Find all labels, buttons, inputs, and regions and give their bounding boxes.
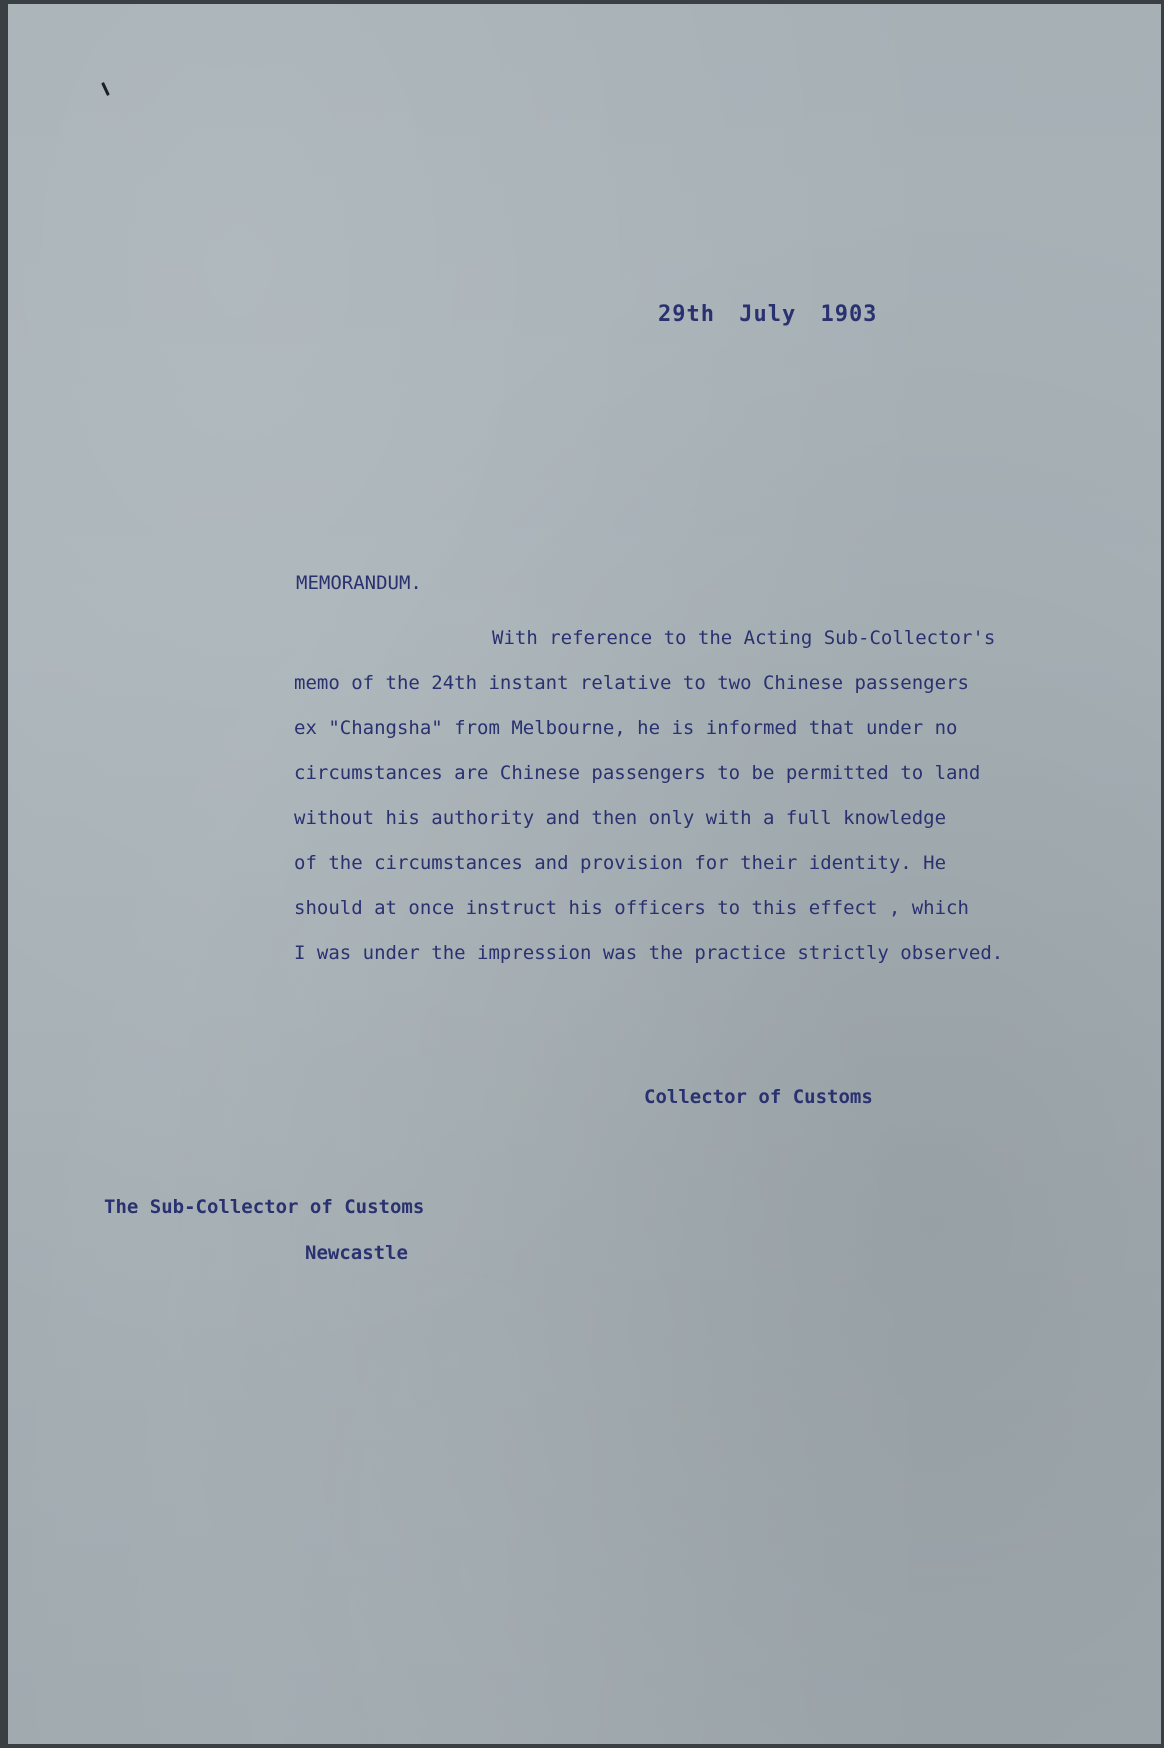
body-line: circumstances are Chinese passengers to be permitted to land: [294, 762, 981, 784]
body-line: of the circumstances and provision for their identity. He: [294, 852, 947, 874]
memo-date: 29th July 1903: [658, 302, 878, 327]
body-line: I was under the impression was the practice strictly observed.: [294, 942, 1004, 964]
addressee-title: The Sub-Collector of Customs: [104, 1196, 425, 1218]
pencil-tick-mark: [101, 82, 110, 96]
signature-line: Collector of Customs: [644, 1086, 873, 1108]
body-line: ex "Changsha" from Melbourne, he is informed that under no: [294, 717, 958, 739]
addressee-place: Newcastle: [305, 1242, 408, 1264]
memo-body: [294, 616, 1134, 976]
body-line: With reference to the Acting Sub-Collector's: [492, 627, 996, 649]
body-line: without his authority and then only with a full knowledge: [294, 807, 947, 829]
body-line: memo of the 24th instant relative to two Chinese passengers: [294, 672, 969, 694]
body-line: should at once instruct his officers to this effect , which: [294, 897, 969, 919]
memo-heading: MEMORANDUM.: [296, 572, 422, 594]
